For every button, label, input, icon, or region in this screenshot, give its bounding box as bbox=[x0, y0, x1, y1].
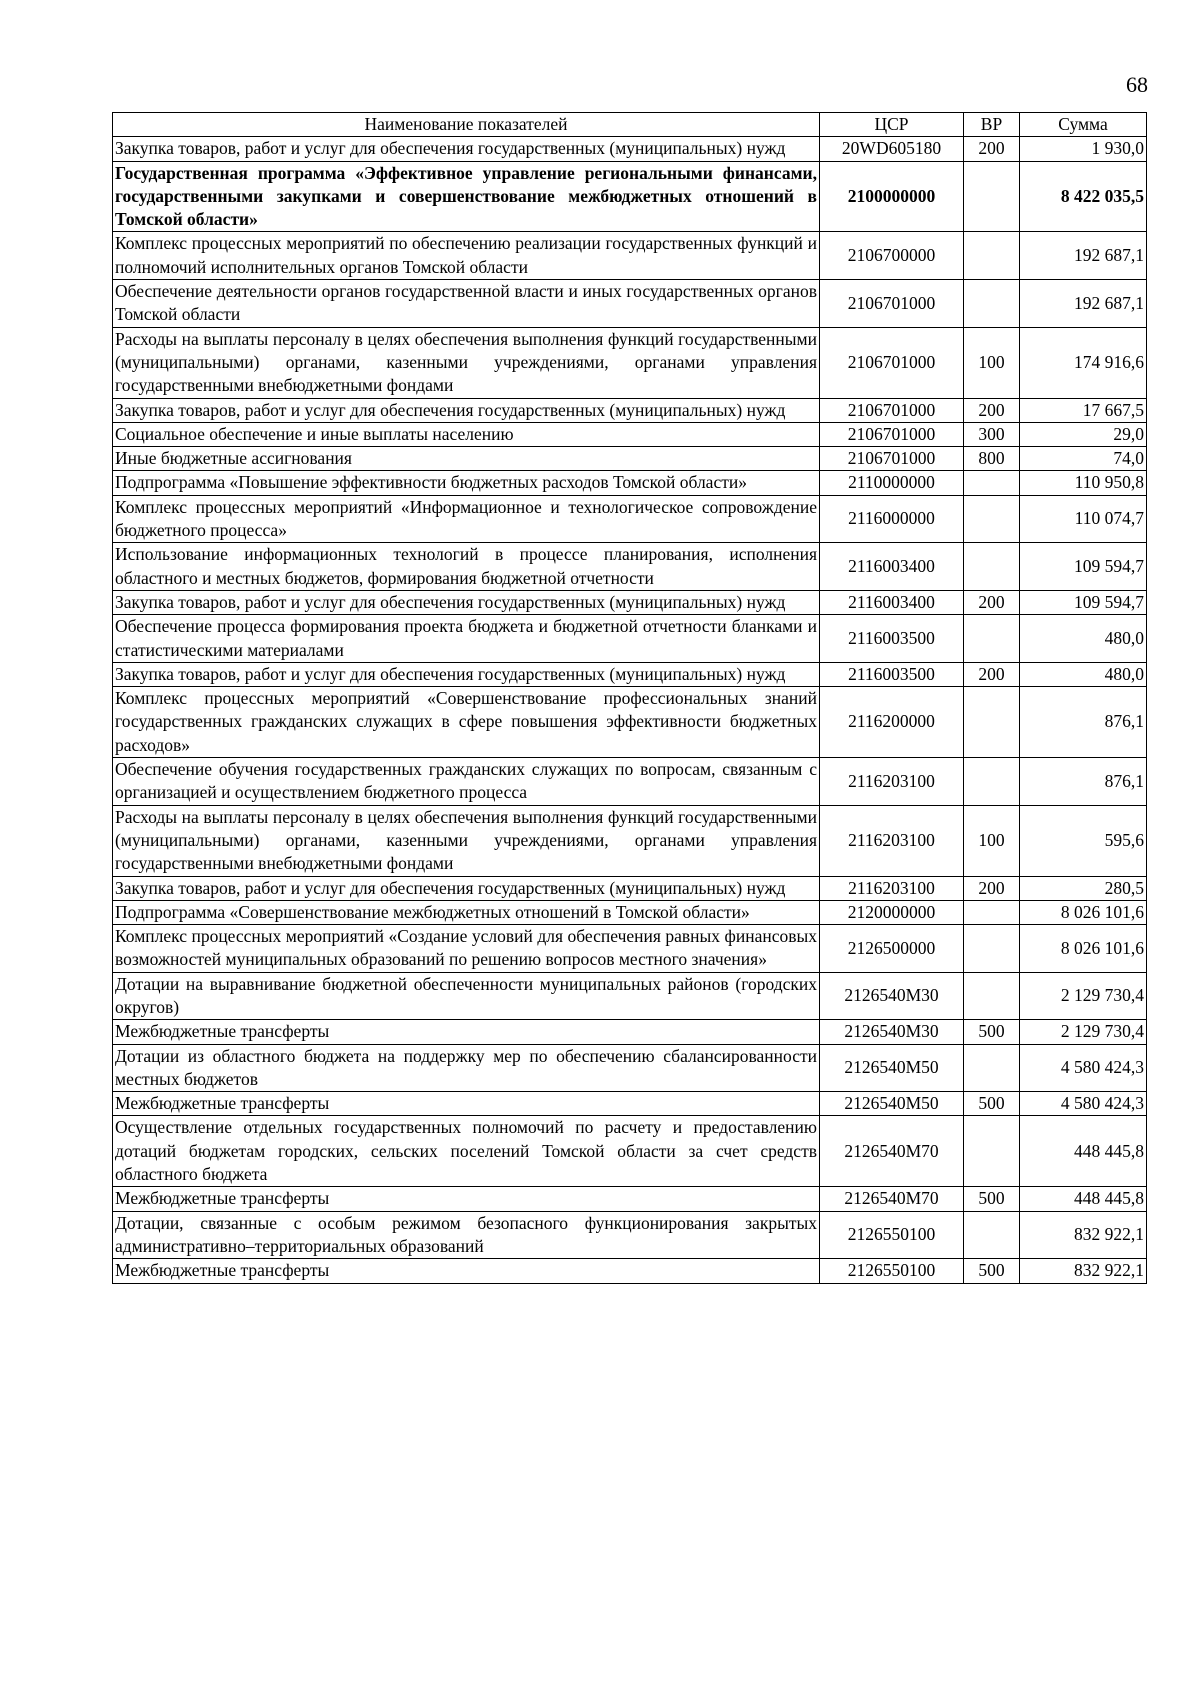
cell-csr: 2106701000 bbox=[820, 398, 964, 422]
cell-csr: 2120000000 bbox=[820, 900, 964, 924]
table-row bbox=[113, 1211, 1147, 1259]
table-row bbox=[113, 615, 1147, 663]
table-row bbox=[113, 232, 1147, 280]
cell-vr bbox=[964, 543, 1020, 591]
cell-name: Межбюджетные трансферты bbox=[113, 1092, 820, 1116]
table-row bbox=[113, 471, 1147, 495]
cell-name: Государственная программа «Эффективное управление региональными финансами, государственными закупками и совершенствование межбюджетных отношений в Томской области» bbox=[113, 161, 820, 232]
cell-vr bbox=[964, 925, 1020, 973]
table-row bbox=[113, 137, 1147, 161]
cell-vr bbox=[964, 161, 1020, 232]
table-row bbox=[113, 758, 1147, 806]
cell-csr: 2126540М50 bbox=[820, 1044, 964, 1092]
cell-sum: 8 422 035,5 bbox=[1020, 161, 1147, 232]
cell-csr: 2116003500 bbox=[820, 662, 964, 686]
cell-csr: 2126540М70 bbox=[820, 1116, 964, 1187]
table-row bbox=[113, 543, 1147, 591]
cell-vr bbox=[964, 972, 1020, 1020]
cell-csr: 2116200000 bbox=[820, 687, 964, 758]
cell-name: Иные бюджетные ассигнования bbox=[113, 447, 820, 471]
table-row bbox=[113, 662, 1147, 686]
table-row bbox=[113, 687, 1147, 758]
cell-vr: 100 bbox=[964, 805, 1020, 876]
header-row bbox=[113, 113, 1147, 137]
cell-name: Межбюджетные трансферты bbox=[113, 1020, 820, 1044]
cell-vr: 800 bbox=[964, 447, 1020, 471]
header-vr: ВР bbox=[964, 113, 1020, 137]
cell-sum: 8 026 101,6 bbox=[1020, 900, 1147, 924]
cell-sum: 876,1 bbox=[1020, 687, 1147, 758]
cell-name: Закупка товаров, работ и услуг для обеспечения государственных (муниципальных) нужд bbox=[113, 398, 820, 422]
cell-name: Комплекс процессных мероприятий «Совершенствование профессиональных знаний государственных гражданских служащих в сфере повышения эффективности бюджетных расходов» bbox=[113, 687, 820, 758]
table-row bbox=[113, 447, 1147, 471]
table-row bbox=[113, 422, 1147, 446]
cell-csr: 2126540М30 bbox=[820, 972, 964, 1020]
cell-vr bbox=[964, 280, 1020, 328]
cell-sum: 480,0 bbox=[1020, 662, 1147, 686]
cell-sum: 280,5 bbox=[1020, 876, 1147, 900]
cell-vr: 300 bbox=[964, 422, 1020, 446]
table-row bbox=[113, 1259, 1147, 1283]
cell-vr bbox=[964, 758, 1020, 806]
cell-vr: 500 bbox=[964, 1092, 1020, 1116]
table-row bbox=[113, 805, 1147, 876]
table-row bbox=[113, 1020, 1147, 1044]
header-csr: ЦСР bbox=[820, 113, 964, 137]
cell-name: Комплекс процессных мероприятий «Создание условий для обеспечения равных финансовых возможностей муниципальных образований по решению вопросов местного значения» bbox=[113, 925, 820, 973]
cell-sum: 595,6 bbox=[1020, 805, 1147, 876]
cell-csr: 2126500000 bbox=[820, 925, 964, 973]
cell-name: Подпрограмма «Совершенствование межбюджетных отношений в Томской области» bbox=[113, 900, 820, 924]
cell-name: Дотации, связанные с особым режимом безопасного функционирования закрытых административно–территориальных образований bbox=[113, 1211, 820, 1259]
table-row bbox=[113, 1044, 1147, 1092]
cell-sum: 17 667,5 bbox=[1020, 398, 1147, 422]
cell-csr: 2106701000 bbox=[820, 447, 964, 471]
table-row bbox=[113, 398, 1147, 422]
cell-sum: 110 074,7 bbox=[1020, 495, 1147, 543]
cell-name: Комплекс процессных мероприятий «Информационное и технологическое сопровождение бюджетного процесса» bbox=[113, 495, 820, 543]
cell-csr: 2126550100 bbox=[820, 1211, 964, 1259]
cell-csr: 2116203100 bbox=[820, 876, 964, 900]
cell-sum: 8 026 101,6 bbox=[1020, 925, 1147, 973]
table-row bbox=[113, 327, 1147, 398]
cell-csr: 20WD605180 bbox=[820, 137, 964, 161]
cell-vr: 500 bbox=[964, 1020, 1020, 1044]
cell-name: Закупка товаров, работ и услуг для обеспечения государственных (муниципальных) нужд bbox=[113, 876, 820, 900]
cell-sum: 448 445,8 bbox=[1020, 1116, 1147, 1187]
cell-sum: 2 129 730,4 bbox=[1020, 1020, 1147, 1044]
header-name: Наименование показателей bbox=[113, 113, 820, 137]
cell-sum: 832 922,1 bbox=[1020, 1259, 1147, 1283]
cell-csr: 2116000000 bbox=[820, 495, 964, 543]
cell-sum: 192 687,1 bbox=[1020, 280, 1147, 328]
cell-sum: 876,1 bbox=[1020, 758, 1147, 806]
cell-name: Обеспечение деятельности органов государственной власти и иных государственных органов Томской области bbox=[113, 280, 820, 328]
cell-sum: 4 580 424,3 bbox=[1020, 1044, 1147, 1092]
cell-csr: 2126540М70 bbox=[820, 1187, 964, 1211]
table-row bbox=[113, 1092, 1147, 1116]
cell-vr: 200 bbox=[964, 398, 1020, 422]
cell-name: Осуществление отдельных государственных полномочий по расчету и предоставлению дотаций бюджетам городских, сельских поселений Томской области за счет средств областного бюджета bbox=[113, 1116, 820, 1187]
cell-csr: 2126540М50 bbox=[820, 1092, 964, 1116]
cell-vr: 200 bbox=[964, 876, 1020, 900]
table-row bbox=[113, 590, 1147, 614]
cell-name: Расходы на выплаты персоналу в целях обеспечения выполнения функций государственными (муниципальными) органами, казенными учреждениями, органами управления государственными внебюджетными фондами bbox=[113, 805, 820, 876]
cell-vr: 200 bbox=[964, 662, 1020, 686]
cell-name: Дотации на выравнивание бюджетной обеспеченности муниципальных районов (городских округов) bbox=[113, 972, 820, 1020]
cell-vr bbox=[964, 1211, 1020, 1259]
cell-sum: 448 445,8 bbox=[1020, 1187, 1147, 1211]
cell-csr: 2100000000 bbox=[820, 161, 964, 232]
cell-vr bbox=[964, 471, 1020, 495]
cell-name: Закупка товаров, работ и услуг для обеспечения государственных (муниципальных) нужд bbox=[113, 662, 820, 686]
cell-name: Расходы на выплаты персоналу в целях обеспечения выполнения функций государственными (муниципальными) органами, казенными учреждениями, органами управления государственными внебюджетными фондами bbox=[113, 327, 820, 398]
table-row bbox=[113, 1187, 1147, 1211]
cell-sum: 110 950,8 bbox=[1020, 471, 1147, 495]
cell-name: Подпрограмма «Повышение эффективности бюджетных расходов Томской области» bbox=[113, 471, 820, 495]
table-row bbox=[113, 495, 1147, 543]
cell-vr: 500 bbox=[964, 1187, 1020, 1211]
table-row bbox=[113, 280, 1147, 328]
cell-vr bbox=[964, 687, 1020, 758]
table-row bbox=[113, 925, 1147, 973]
cell-csr: 2116203100 bbox=[820, 805, 964, 876]
table-row bbox=[113, 876, 1147, 900]
cell-vr: 100 bbox=[964, 327, 1020, 398]
cell-name: Межбюджетные трансферты bbox=[113, 1187, 820, 1211]
table-row bbox=[113, 900, 1147, 924]
cell-name: Закупка товаров, работ и услуг для обеспечения государственных (муниципальных) нужд bbox=[113, 590, 820, 614]
cell-vr bbox=[964, 495, 1020, 543]
cell-csr: 2110000000 bbox=[820, 471, 964, 495]
cell-csr: 2126540М30 bbox=[820, 1020, 964, 1044]
cell-vr: 500 bbox=[964, 1259, 1020, 1283]
cell-sum: 2 129 730,4 bbox=[1020, 972, 1147, 1020]
cell-vr bbox=[964, 232, 1020, 280]
cell-vr: 200 bbox=[964, 590, 1020, 614]
cell-vr bbox=[964, 1116, 1020, 1187]
cell-sum: 480,0 bbox=[1020, 615, 1147, 663]
cell-csr: 2106701000 bbox=[820, 327, 964, 398]
cell-sum: 192 687,1 bbox=[1020, 232, 1147, 280]
cell-vr bbox=[964, 900, 1020, 924]
budget-table bbox=[112, 112, 1147, 1284]
cell-sum: 74,0 bbox=[1020, 447, 1147, 471]
cell-vr bbox=[964, 1044, 1020, 1092]
cell-sum: 832 922,1 bbox=[1020, 1211, 1147, 1259]
cell-csr: 2106701000 bbox=[820, 422, 964, 446]
cell-name: Дотации из областного бюджета на поддержку мер по обеспечению сбалансированности местных бюджетов bbox=[113, 1044, 820, 1092]
cell-sum: 174 916,6 bbox=[1020, 327, 1147, 398]
cell-name: Использование информационных технологий в процессе планирования, исполнения областного и местных бюджетов, формирования бюджетной отчетности bbox=[113, 543, 820, 591]
cell-csr: 2116003500 bbox=[820, 615, 964, 663]
header-sum: Сумма bbox=[1020, 113, 1147, 137]
cell-vr: 200 bbox=[964, 137, 1020, 161]
cell-sum: 109 594,7 bbox=[1020, 590, 1147, 614]
table-row bbox=[113, 1116, 1147, 1187]
cell-csr: 2106701000 bbox=[820, 280, 964, 328]
cell-name: Комплекс процессных мероприятий по обеспечению реализации государственных функций и полномочий исполнительных органов Томской области bbox=[113, 232, 820, 280]
cell-csr: 2116003400 bbox=[820, 590, 964, 614]
cell-csr: 2106700000 bbox=[820, 232, 964, 280]
page-number: 68 bbox=[1126, 72, 1148, 97]
table-row bbox=[113, 161, 1147, 232]
cell-sum: 29,0 bbox=[1020, 422, 1147, 446]
cell-csr: 2126550100 bbox=[820, 1259, 964, 1283]
cell-name: Межбюджетные трансферты bbox=[113, 1259, 820, 1283]
cell-sum: 1 930,0 bbox=[1020, 137, 1147, 161]
cell-csr: 2116203100 bbox=[820, 758, 964, 806]
cell-name: Закупка товаров, работ и услуг для обеспечения государственных (муниципальных) нужд bbox=[113, 137, 820, 161]
table-row bbox=[113, 972, 1147, 1020]
cell-sum: 4 580 424,3 bbox=[1020, 1092, 1147, 1116]
cell-sum: 109 594,7 bbox=[1020, 543, 1147, 591]
cell-name: Обеспечение процесса формирования проекта бюджета и бюджетной отчетности бланками и статистическими материалами bbox=[113, 615, 820, 663]
cell-csr: 2116003400 bbox=[820, 543, 964, 591]
cell-name: Социальное обеспечение и иные выплаты населению bbox=[113, 422, 820, 446]
cell-name: Обеспечение обучения государственных гражданских служащих по вопросам, связанным с организацией и осуществлением бюджетного процесса bbox=[113, 758, 820, 806]
cell-vr bbox=[964, 615, 1020, 663]
